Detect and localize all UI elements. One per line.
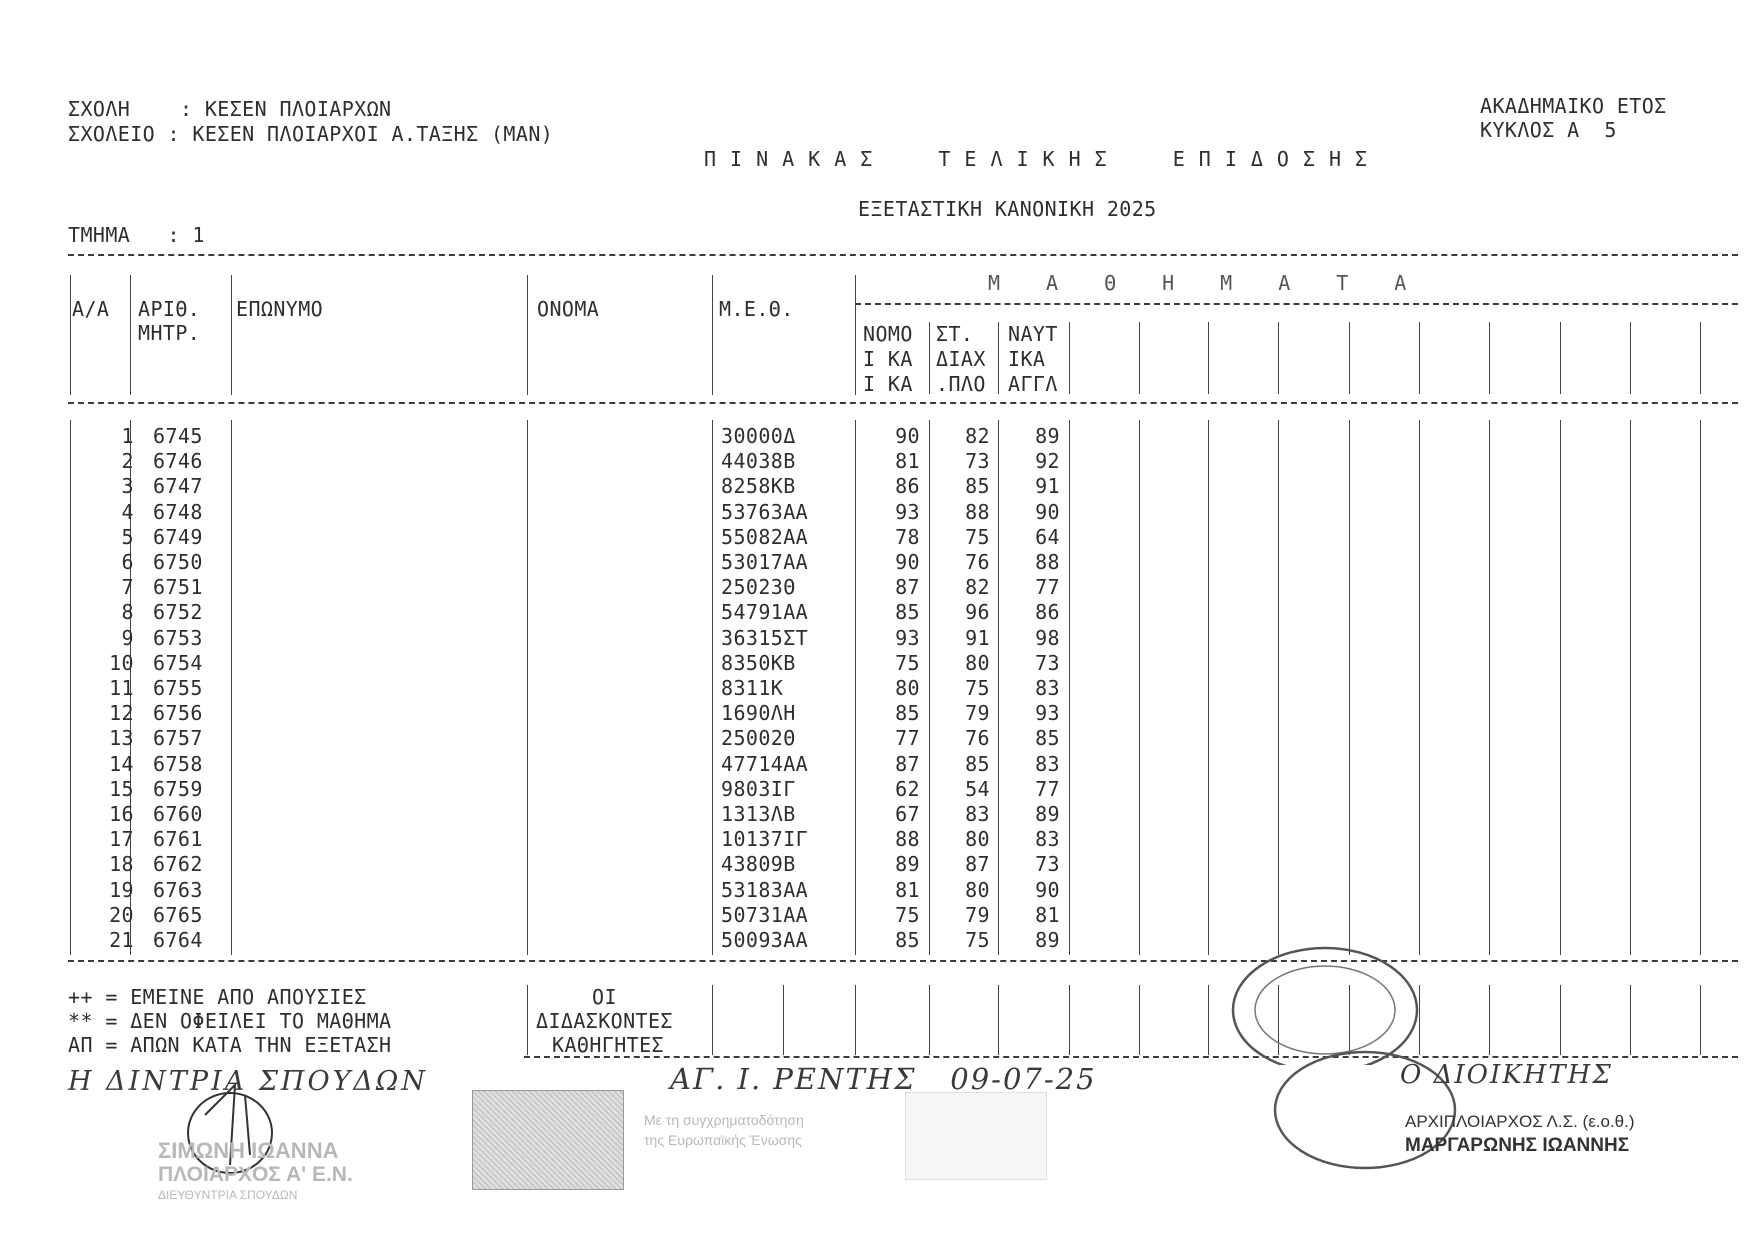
cell-arith: 6753: [153, 625, 203, 650]
grid-line: [1208, 420, 1209, 955]
cell-aa: 15: [109, 776, 134, 801]
left-stamp-line-3: ΔΙΕΥΘΥΝΤΡΙΑ ΣΠΟΥΔΩΝ: [158, 1188, 298, 1202]
header-arith-2: ΜΗΤΡ.: [138, 321, 201, 345]
cell-grade-2: 83: [965, 802, 990, 826]
cell-aa: 16: [109, 802, 134, 826]
grid-line: [712, 985, 713, 1055]
grid-line: [1489, 420, 1490, 955]
cell-grade-3: 83: [1035, 827, 1060, 852]
eu-text-1: Με τη συγχρηματοδότηση: [644, 1112, 804, 1128]
cell-grade-1: 89: [895, 852, 920, 877]
left-stamp-line-1: ΣΙΜΩΝΗ ΙΩΑΝΝΑ: [158, 1138, 339, 1163]
grid-line: [998, 420, 999, 955]
right-signature-rank: ΑΡΧΙΠΛΟΙΑΡΧΟΣ Λ.Σ. (ε.ο.θ.): [1405, 1112, 1635, 1131]
faint-logo-icon: [905, 1092, 1047, 1180]
cell-aa: 10: [109, 650, 134, 675]
grid-line: [998, 985, 999, 1055]
grid-line: [1560, 322, 1561, 394]
cell-grade-3: 77: [1035, 776, 1060, 801]
grid-line: [527, 420, 528, 955]
grid-line: [712, 275, 713, 395]
header-c1-2: Ι ΚΑ: [863, 347, 913, 371]
grid-line: [1560, 985, 1561, 1055]
cell-meth: 44038Β: [721, 449, 796, 474]
cell-grade-3: 93: [1035, 701, 1060, 726]
cell-grade-2: 80: [965, 650, 990, 675]
grid-line: [998, 322, 999, 394]
cell-grade-1: 85: [895, 701, 920, 726]
cell-meth: 8258ΚΒ: [721, 474, 796, 499]
cell-grade-3: 83: [1035, 751, 1060, 776]
cycle: ΚΥΚΛΟΣ Α 5: [1480, 118, 1617, 142]
cell-grade-2: 73: [965, 449, 990, 474]
cell-grade-1: 80: [895, 676, 920, 700]
cell-meth: 25023Θ: [721, 575, 796, 600]
cell-meth: 50731ΑΑ: [721, 902, 809, 927]
upper-seal-icon: [1225, 935, 1425, 1065]
grid-line: [929, 985, 930, 1055]
scholeio-label: ΣΧΟΛΕΙΟ : ΚΕΣΕΝ ΠΛΟΙΑΡΧΟΙ Α.ΤΑΞΗΣ (MAN): [68, 122, 554, 146]
cell-grade-2: 82: [965, 424, 990, 448]
cell-grade-1: 62: [895, 776, 920, 801]
school-label: ΣΧΟΛΗ : ΚΕΣΕΝ ΠΛΟΙΑΡΧΩΝ: [68, 97, 392, 121]
cell-grade-2: 80: [965, 827, 990, 852]
cell-grade-2: 82: [965, 575, 990, 600]
cell-meth: 1690ΛΗ: [721, 701, 796, 726]
cell-grade-2: 54: [965, 776, 990, 801]
header-c3-2: ΙΚΑ: [1008, 347, 1046, 371]
grid-line: [527, 985, 528, 1055]
cell-grade-2: 75: [965, 928, 990, 952]
rule-top: [68, 254, 1738, 256]
cell-arith: 6751: [153, 575, 203, 600]
legend-line-2: ** = ΔΕΝ ΟΦΕΙΛΕΙ ΤΟ ΜΑΘΗΜΑ: [68, 1009, 392, 1033]
middle-handwritten-note: ΑΓ. Ι. ΡΕΝΤΗΣ 09-07-25: [670, 1062, 1097, 1096]
cell-aa: 8: [121, 600, 134, 625]
cell-aa: 12: [109, 701, 134, 726]
grid-line: [929, 420, 930, 955]
cell-aa: 21: [109, 928, 134, 952]
cell-aa: 5: [121, 524, 134, 549]
cell-grade-3: 90: [1035, 499, 1060, 524]
cell-grade-1: 81: [895, 449, 920, 474]
cell-grade-1: 75: [895, 650, 920, 675]
cell-arith: 6764: [153, 928, 203, 952]
grid-line: [1349, 322, 1350, 394]
header-eponymo: ΕΠΩΝΥΜΟ: [236, 297, 324, 321]
cell-aa: 2: [121, 449, 134, 474]
page-title: ΠΙΝΑΚΑΣ ΤΕΛΙΚΗΣ ΕΠΙΔΟΣΗΣ: [704, 147, 1382, 171]
header-arith-1: ΑΡΙΘ.: [138, 297, 201, 321]
cell-aa: 18: [109, 852, 134, 877]
cell-meth: 9803ΙΓ: [721, 776, 796, 801]
cell-aa: 20: [109, 902, 134, 927]
grid-line: [1560, 420, 1561, 955]
cell-arith: 6755: [153, 676, 203, 700]
cell-meth: 55082ΑΑ: [721, 524, 809, 549]
teachers-line-1: ΟΙ: [592, 985, 617, 1009]
section-label: ΤΜΗΜΑ : 1: [68, 223, 205, 247]
grid-line: [1069, 322, 1070, 394]
cell-grade-1: 87: [895, 751, 920, 776]
cell-aa: 7: [121, 575, 134, 600]
cell-grade-1: 67: [895, 802, 920, 826]
cell-grade-1: 81: [895, 877, 920, 902]
cell-grade-3: 77: [1035, 575, 1060, 600]
cell-grade-3: 85: [1035, 726, 1060, 751]
cell-arith: 6758: [153, 751, 203, 776]
cell-aa: 17: [109, 827, 134, 852]
cell-grade-1: 90: [895, 424, 920, 448]
grid-line: [1069, 985, 1070, 1055]
cell-grade-3: 90: [1035, 877, 1060, 902]
cell-grade-1: 93: [895, 499, 920, 524]
cell-aa: 1: [121, 424, 134, 448]
cell-grade-2: 96: [965, 600, 990, 625]
cell-grade-1: 75: [895, 902, 920, 927]
cell-arith: 6749: [153, 524, 203, 549]
grid-line: [1419, 322, 1420, 394]
cell-grade-2: 88: [965, 499, 990, 524]
cell-arith: 6765: [153, 902, 203, 927]
cell-grade-3: 89: [1035, 802, 1060, 826]
header-aa: Α/Α: [72, 297, 110, 321]
grid-line: [929, 322, 930, 394]
cell-arith: 6760: [153, 802, 203, 826]
cell-grade-2: 75: [965, 524, 990, 549]
cell-meth: 50093ΑΑ: [721, 928, 809, 952]
rule-header-bottom: [68, 402, 1738, 404]
right-handwritten-title: Ο ΔΙΟΙΚΗΤΗΣ: [1400, 1060, 1613, 1090]
cell-grade-3: 73: [1035, 650, 1060, 675]
cell-grade-3: 89: [1035, 928, 1060, 952]
header-c3-3: ΑΓΓΛ: [1008, 372, 1058, 396]
cell-meth: 47714ΑΑ: [721, 751, 809, 776]
cell-grade-2: 79: [965, 701, 990, 726]
legend-line-1: ++ = ΕΜΕΙΝΕ ΑΠΟ ΑΠΟΥΣΙΕΣ: [68, 985, 367, 1009]
header-c2-1: ΣΤ.: [936, 322, 974, 346]
grid-line: [1208, 322, 1209, 394]
cell-aa: 13: [109, 726, 134, 751]
cell-aa: 14: [109, 751, 134, 776]
cell-arith: 6762: [153, 852, 203, 877]
cell-grade-3: 98: [1035, 625, 1060, 650]
cell-arith: 6747: [153, 474, 203, 499]
header-onoma: ΟΝΟΜΑ: [537, 297, 600, 321]
grid-line: [1208, 985, 1209, 1055]
teachers-line-2: ΔΙΔΑΣΚΟΝΤΕΣ: [536, 1009, 673, 1033]
cell-grade-3: 91: [1035, 474, 1060, 499]
rule-footer: [524, 1056, 1738, 1058]
grid-line: [1278, 322, 1279, 394]
cell-grade-3: 88: [1035, 550, 1060, 574]
cell-grade-3: 64: [1035, 524, 1060, 549]
cell-arith: 6750: [153, 550, 203, 574]
grid-line: [855, 420, 856, 955]
grid-line: [1489, 322, 1490, 394]
cell-arith: 6757: [153, 726, 203, 751]
grid-line: [231, 275, 232, 395]
cell-arith: 6746: [153, 449, 203, 474]
cell-meth: 36315ΣΤ: [721, 625, 809, 650]
cell-aa: 4: [121, 499, 134, 524]
cell-grade-2: 85: [965, 474, 990, 499]
grid-line: [783, 985, 784, 1055]
legend-line-3: ΑΠ = ΑΠΩΝ ΚΑΤΑ ΤΗΝ ΕΞΕΤΑΣΗ: [68, 1033, 392, 1057]
left-handwritten-title: Η ΔΙΝΤΡΙΑ ΣΠΟΥΔΩΝ: [68, 1066, 428, 1097]
academic-year: ΑΚΑΔΗΜΑΙΚΟ ΕΤΟΣ: [1480, 94, 1667, 118]
cell-grade-2: 91: [965, 625, 990, 650]
header-meth: Μ.Ε.Θ.: [719, 297, 794, 321]
cell-grade-3: 92: [1035, 449, 1060, 474]
cell-grade-1: 87: [895, 575, 920, 600]
cell-arith: 6761: [153, 827, 203, 852]
cell-grade-3: 81: [1035, 902, 1060, 927]
grid-line: [1278, 420, 1279, 955]
cell-grade-3: 73: [1035, 852, 1060, 877]
header-c1-3: Ι ΚΑ: [863, 372, 913, 396]
grid-line: [712, 420, 713, 955]
grid-line: [1419, 420, 1420, 955]
cell-grade-3: 86: [1035, 600, 1060, 625]
header-c1-1: ΝΟΜΟ: [863, 322, 913, 346]
cell-grade-1: 88: [895, 827, 920, 852]
cell-arith: 6754: [153, 650, 203, 675]
cell-grade-1: 78: [895, 524, 920, 549]
cell-aa: 11: [109, 676, 134, 700]
header-c2-2: ΔΙΑΧ: [936, 347, 986, 371]
grid-line: [70, 420, 71, 955]
grid-line: [1489, 985, 1490, 1055]
header-mathimata: ΜΑΘΗΜΑΤΑ: [988, 271, 1453, 295]
cell-grade-1: 85: [895, 928, 920, 952]
grid-line: [1630, 420, 1631, 955]
cell-meth: 1313ΛΒ: [721, 802, 796, 826]
grid-line: [855, 275, 856, 395]
cell-meth: 30000Δ: [721, 424, 796, 448]
cell-meth: 54791ΑΑ: [721, 600, 809, 625]
grid-line: [70, 275, 71, 395]
cell-grade-1: 85: [895, 600, 920, 625]
cell-meth: 43809Β: [721, 852, 796, 877]
cell-grade-2: 76: [965, 726, 990, 751]
right-signature-name: ΜΑΡΓΑΡΩΝΗΣ ΙΩΑΝΝΗΣ: [1405, 1135, 1630, 1156]
teachers-line-3: ΚΑΘΗΓΗΤΕΣ: [552, 1033, 664, 1057]
grid-line: [130, 275, 131, 395]
eu-text-2: της Ευρωπαϊκής Ένωσης: [644, 1132, 802, 1148]
cell-arith: 6756: [153, 701, 203, 726]
grid-line: [1630, 985, 1631, 1055]
cell-meth: 25002Θ: [721, 726, 796, 751]
cell-grade-2: 76: [965, 550, 990, 574]
rule-subjects: [855, 303, 1738, 305]
cell-meth: 53017ΑΑ: [721, 550, 809, 574]
cell-grade-2: 79: [965, 902, 990, 927]
cell-aa: 6: [121, 550, 134, 574]
cell-arith: 6745: [153, 424, 203, 448]
grid-line: [1700, 985, 1701, 1055]
grid-line: [1700, 322, 1701, 394]
eu-flag-icon: [472, 1090, 624, 1190]
grid-line: [1069, 420, 1070, 955]
cell-grade-1: 86: [895, 474, 920, 499]
cell-meth: 53763ΑΑ: [721, 499, 809, 524]
grid-line: [527, 275, 528, 395]
cell-meth: 10137ΙΓ: [721, 827, 809, 852]
cell-arith: 6752: [153, 600, 203, 625]
grid-line: [1349, 420, 1350, 955]
header-c2-3: .ΠΛΟ: [936, 372, 986, 396]
grid-line: [1139, 322, 1140, 394]
cell-arith: 6763: [153, 877, 203, 902]
cell-aa: 3: [121, 474, 134, 499]
cell-grade-3: 89: [1035, 424, 1060, 448]
cell-grade-1: 90: [895, 550, 920, 574]
cell-arith: 6748: [153, 499, 203, 524]
cell-meth: 8350ΚΒ: [721, 650, 796, 675]
grid-line: [1139, 985, 1140, 1055]
grid-line: [1700, 420, 1701, 955]
grid-line: [855, 985, 856, 1055]
cell-meth: 53183ΑΑ: [721, 877, 809, 902]
grid-line: [1139, 420, 1140, 955]
cell-aa: 9: [121, 625, 134, 650]
cell-grade-2: 75: [965, 676, 990, 700]
cell-grade-3: 83: [1035, 676, 1060, 700]
left-stamp-line-2: ΠΛΟΙΑΡΧΟΣ Α' Ε.Ν.: [158, 1163, 353, 1186]
grid-line: [231, 420, 232, 955]
cell-grade-1: 93: [895, 625, 920, 650]
cell-grade-2: 80: [965, 877, 990, 902]
exam-title: ΕΞΕΤΑΣΤΙΚΗ ΚΑΝΟΝΙΚΗ 2025: [858, 197, 1157, 221]
cell-grade-2: 85: [965, 751, 990, 776]
rule-table-bottom: [68, 960, 1738, 962]
cell-meth: 8311Κ: [721, 676, 784, 700]
grid-line: [1630, 322, 1631, 394]
header-c3-1: ΝΑΥΤ: [1008, 322, 1058, 346]
cell-grade-1: 77: [895, 726, 920, 751]
cell-arith: 6759: [153, 776, 203, 801]
cell-grade-2: 87: [965, 852, 990, 877]
cell-aa: 19: [109, 877, 134, 902]
